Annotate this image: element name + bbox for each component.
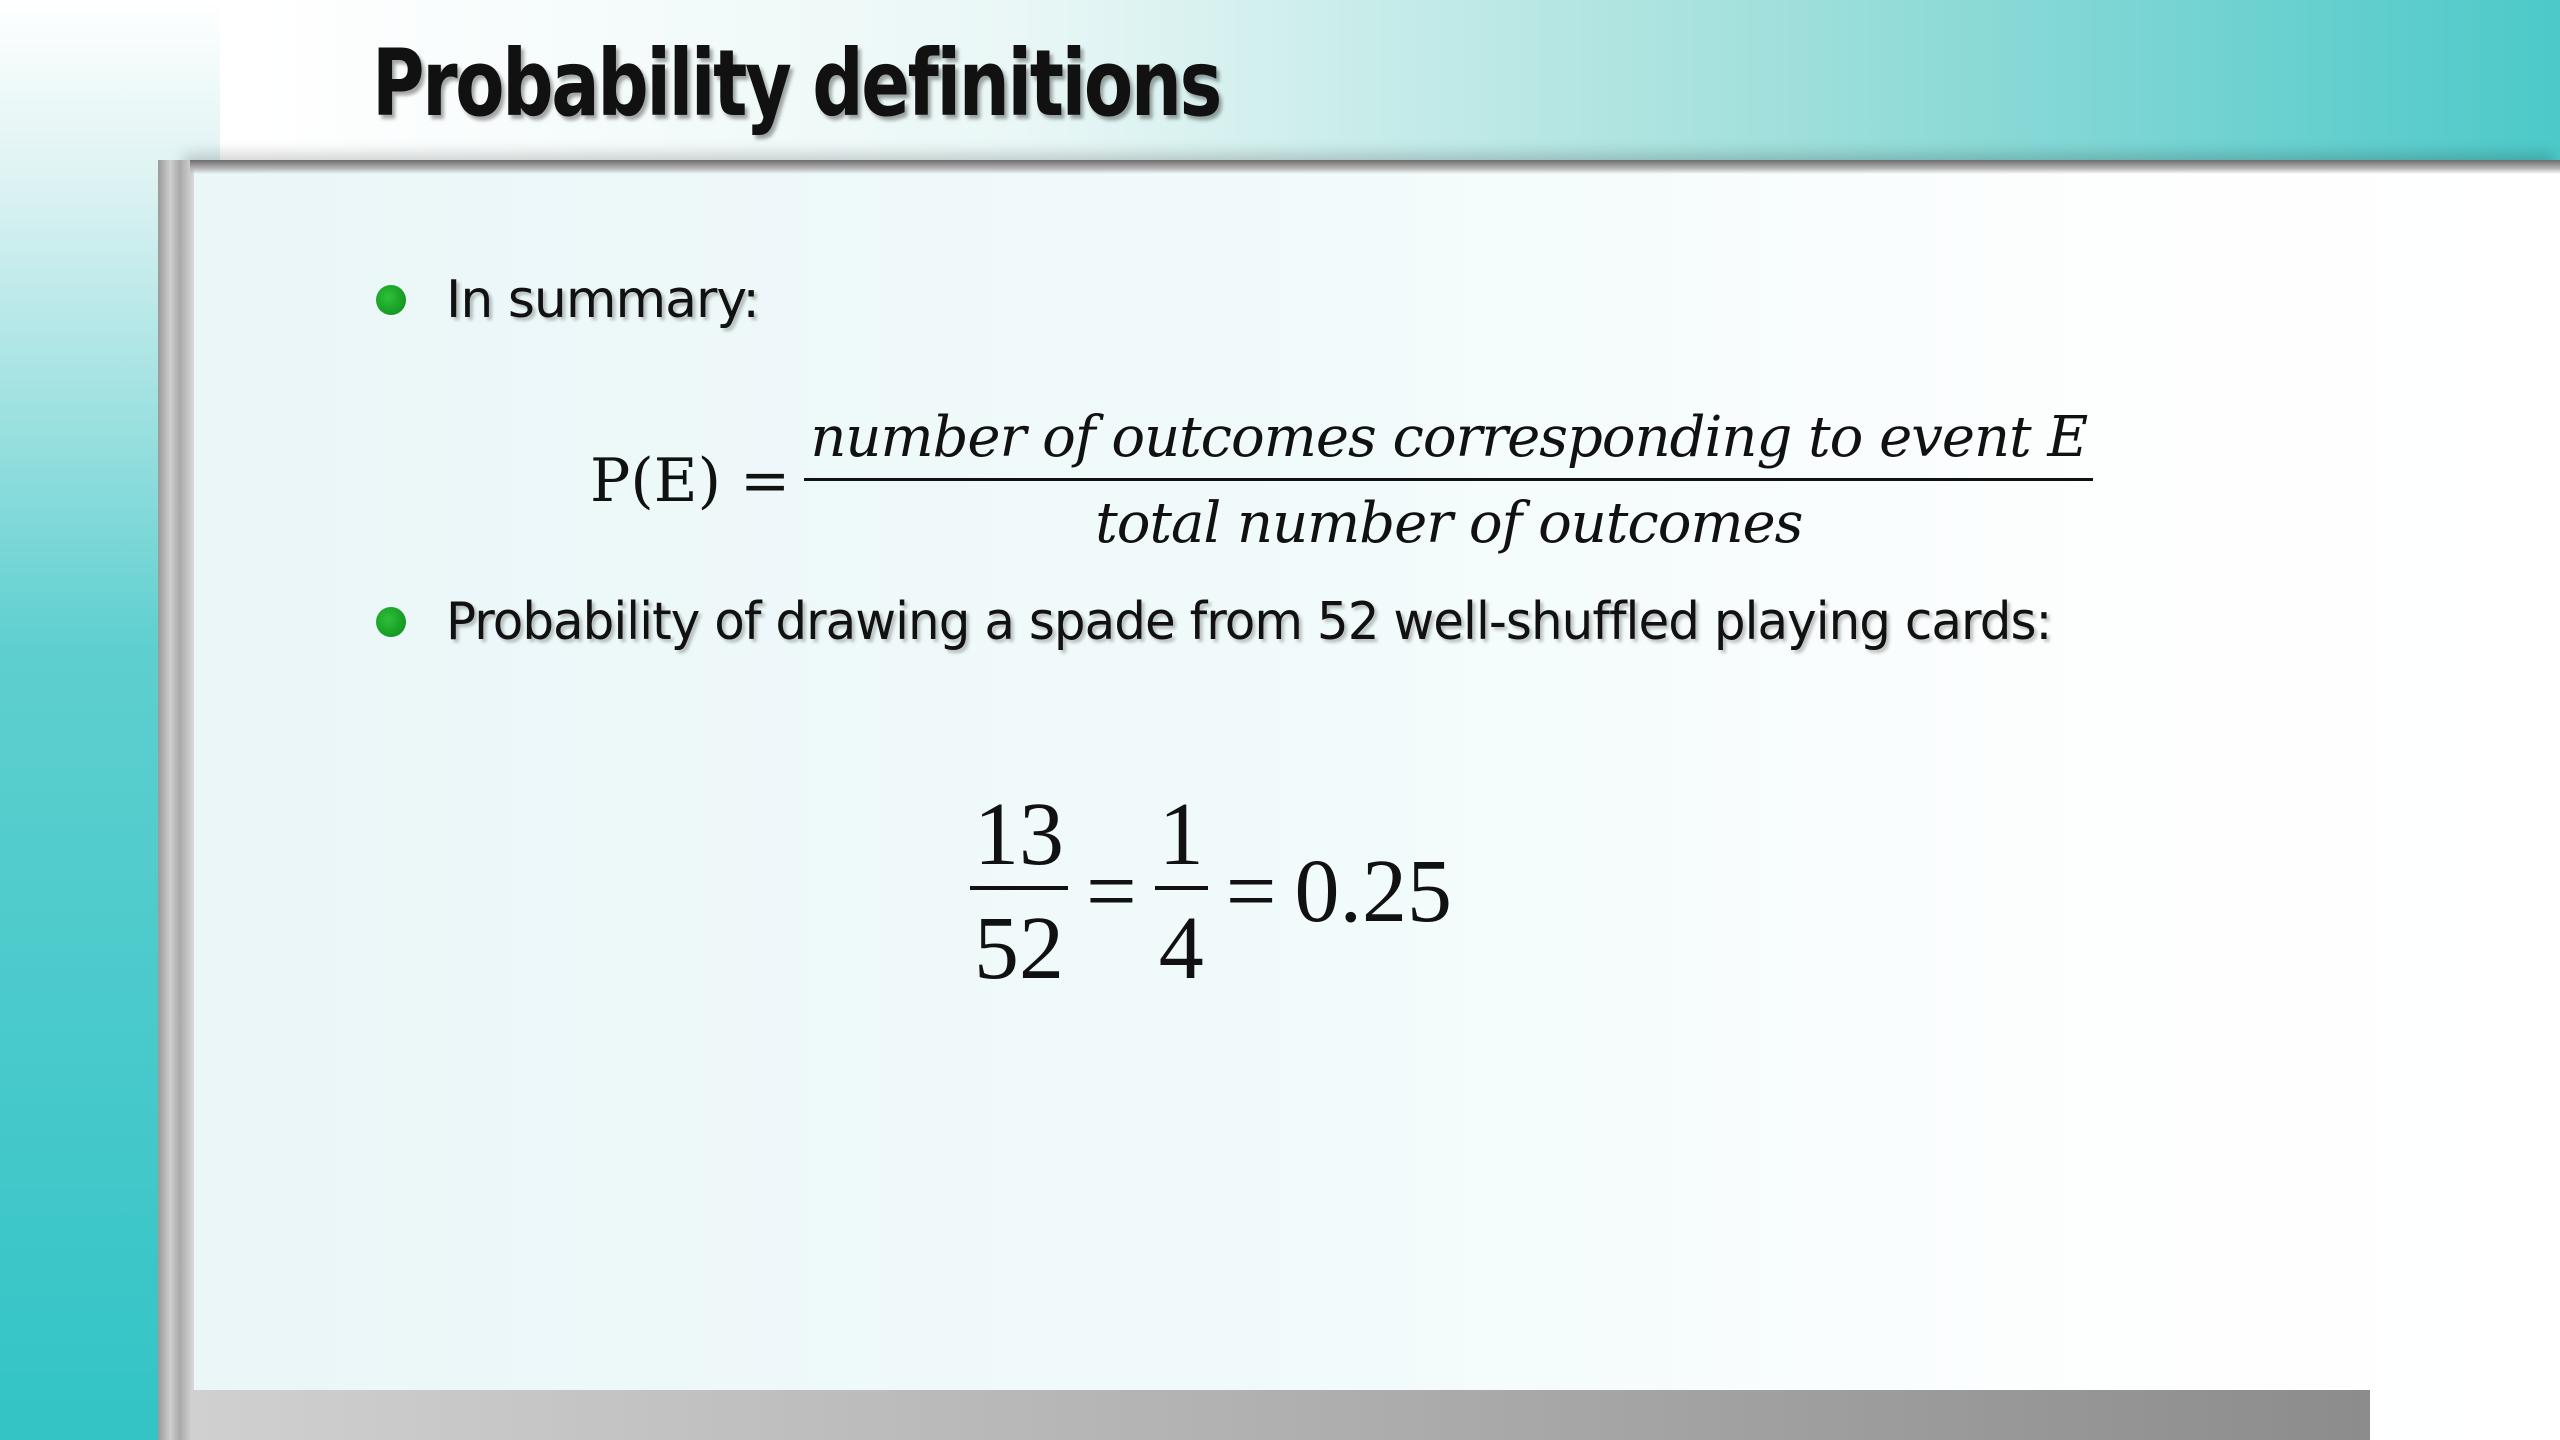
bullet-item-spade-probability [376, 592, 2118, 652]
bullet-item-summary [376, 270, 759, 330]
formula-lhs: P(E) = [590, 445, 791, 516]
formula-numerator: number of outcomes corresponding to event E [810, 405, 2088, 470]
fraction-numerator: 1 [1158, 785, 1204, 884]
formula-denominator: total number of outcomes [1095, 491, 1803, 556]
bullet-dot-icon [376, 607, 406, 637]
equals-sign: = [1225, 842, 1277, 941]
bullet-dot-icon [376, 285, 406, 315]
fraction-denominator: 4 [1158, 899, 1204, 998]
fraction-1-4 [1155, 785, 1208, 998]
fraction-numerator: 13 [974, 785, 1064, 884]
fraction-denominator: 52 [974, 899, 1064, 998]
panel-left-edge [158, 160, 194, 1440]
probability-formula [590, 405, 2093, 556]
bullet-text: Probability of drawing a spade from 52 well-shuffled playing cards: [446, 592, 2052, 652]
bottom-bar [190, 1390, 2370, 1440]
spade-calculation [970, 785, 1453, 998]
bullet-text: In summary: [446, 270, 759, 330]
equals-sign: = [1086, 842, 1137, 941]
fraction-13-52 [970, 785, 1068, 998]
slide-title: Probability definitions [372, 30, 1221, 137]
panel-top-edge [190, 160, 2560, 174]
calculation-result: 0.25 [1294, 842, 1453, 941]
formula-fraction [804, 405, 2093, 556]
